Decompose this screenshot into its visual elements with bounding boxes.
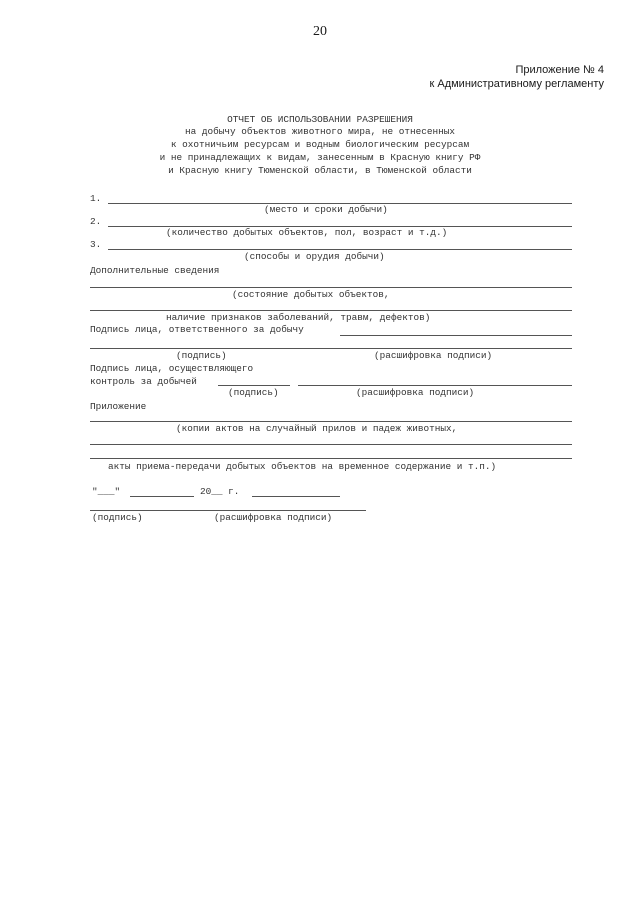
acts-caption: (копии актов на случайный прилов и падеж животных,	[176, 423, 458, 434]
state-caption: (состояние добытых объектов,	[232, 289, 390, 300]
title-line-1: ОТЧЕТ ОБ ИСПОЛЬЗОВАНИИ РАЗРЕШЕНИЯ	[227, 114, 413, 125]
control-label-2: контроль за добычей	[90, 376, 197, 387]
date-extra-line[interactable]	[252, 496, 340, 497]
control-decoding-line[interactable]	[298, 385, 572, 386]
item-1-number: 1.	[90, 193, 102, 204]
appendix-line-2: к Административному регламенту	[429, 78, 604, 90]
title-line-3: к охотничьим ресурсам и водным биологическим ресурсам	[170, 139, 470, 150]
control-signature-caption: (подпись)	[228, 387, 279, 398]
item-3-number: 3.	[90, 239, 102, 250]
date-day[interactable]: "___"	[92, 486, 121, 497]
final-decoding-caption: (расшифровка подписи)	[214, 512, 333, 523]
item-1-caption: (место и сроки добычи)	[264, 204, 388, 215]
control-decoding-caption: (расшифровка подписи)	[356, 387, 475, 398]
attachment-label: Приложение	[90, 401, 147, 412]
final-signature-line[interactable]	[90, 510, 366, 511]
responsible-signature-line[interactable]	[90, 348, 572, 349]
appendix-line-1: Приложение № 4	[515, 64, 604, 76]
item-2-number: 2.	[90, 216, 102, 227]
item-3-line[interactable]	[108, 249, 572, 250]
title-line-2: на добычу объектов животного мира, не отнесенных	[184, 126, 456, 137]
page-number: 20	[313, 24, 327, 39]
attachment-line-3[interactable]	[90, 458, 572, 459]
final-signature-caption: (подпись)	[92, 512, 143, 523]
responsible-line[interactable]	[340, 335, 572, 336]
attachment-line-2[interactable]	[90, 444, 572, 445]
signature-caption: (подпись)	[176, 350, 227, 361]
date-month-line[interactable]	[130, 496, 194, 497]
signs-caption: наличие признаков заболеваний, травм, дефектов)	[166, 312, 431, 323]
attachment-line-1[interactable]	[90, 421, 572, 422]
state-line[interactable]	[90, 287, 572, 288]
signs-line[interactable]	[90, 310, 572, 311]
title-line-5: и Красную книгу Тюменской области, в Тюменской области	[168, 165, 472, 176]
decoding-caption: (расшифровка подписи)	[374, 350, 493, 361]
control-signature-line[interactable]	[218, 385, 290, 386]
item-3-caption: (способы и орудия добычи)	[244, 251, 385, 262]
item-2-caption: (количество добытых объектов, пол, возраст и т.д.)	[166, 227, 448, 238]
additional-info-label: Дополнительные сведения	[90, 265, 220, 276]
title-line-4: и не принадлежащих к видам, занесенным в Красную книгу РФ	[159, 152, 481, 163]
date-year[interactable]: 20__ г.	[200, 486, 240, 497]
control-label-1: Подпись лица, осуществляющего	[90, 363, 254, 374]
transfer-caption: акты приема-передачи добытых объектов на временное содержание и т.п.)	[108, 461, 497, 472]
responsible-label: Подпись лица, ответственного за добычу	[90, 324, 304, 335]
